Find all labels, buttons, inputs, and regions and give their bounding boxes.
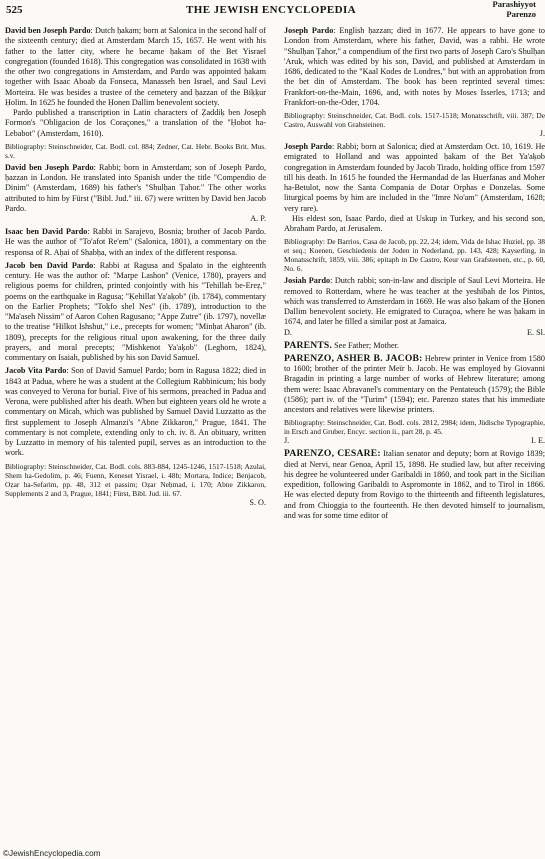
- article-josiah-pardo: [284, 276, 545, 337]
- article-body: : Dutch rabbi; son-in-law and disciple of Saul Levi Morteira. He removed to Rotterdam, where he was teacher at the yeshibah de los Pintos, which was transferred to Amsterdam in 1669. He was also ḥakam of the Ḥonen Dallim benevolent society. He emigrated to Curaçoa, where he was ḥakam in 1674, and later he filled a similar post at Jamaica.: [284, 276, 545, 327]
- article-paragraph: [5, 366, 266, 458]
- article-body: See Father; Mother.: [332, 340, 399, 350]
- article-body: : English ḥazzan; died in 1677. He appears to have gone to London from Amsterdam, where his father, David, was a rabbi. He wrote "Shulḥan Ṭahor," a compendium of the first two parts of Joseph Caro's Shulḥan 'Aruk, which was edited by his son, David, and published at Amsterdam in 1686, dedicated to the "Kaal Kodes de Londres," but with an approbation from the bet din of Amsterdam. The book has been reprinted several times: Frankfort-on-the-Main, 1696, and, with notes by Moses Isserles, 1713; and Frankfort-on-the-Oder, 1704.: [284, 26, 545, 107]
- article-body: : Rabbi; born at Salonica; died at Amsterdam Oct. 10, 1619. He emigrated to Holland and was appointed ḥakam of the Bet Ya'aḳob congregation in Amsterdam founded by Jacob Tirado, holding office from 1597 till his death. In 1615 he founded the Hermandad de las Huerfanas and Moher ha-Betulot, now the Santa Compania de Dotar Orphas e Donzelas. Some liturgical poems by him are included in the "Imre No'am" (Amsterdam, 1628; very rare).: [284, 142, 545, 213]
- article-paragraph: [284, 341, 545, 351]
- article-paragraph: [284, 26, 545, 108]
- article-body: : Dutch ḥakam; born at Salonica in the second half of the sixteenth century; died at Amsterdam March 15, 1657. He went with his father to the latter city, where he became ḥakam of the Bet Yisrael congregation (founded 1618). This congregation was consolidated in 1638 with the other two congregations in Amsterdam, and Pardo was appointed ḥakam together with Isaac Aboab da Fonseca, Manasseh ben Israel, and Saul Levi Morteira. He was besides a trustee of the cemetery and ḥazzan of the Biḳḳur Ḥolim. In 1625 he founded the Ḥonen Dallim benevolent society.: [5, 26, 266, 107]
- article-headword: PARENZO, CESARE:: [284, 448, 381, 460]
- author-signature: A. P.: [250, 214, 266, 223]
- article-headword: Joseph Pardo: [284, 26, 334, 35]
- article-headword: PARENTS.: [284, 339, 333, 351]
- bibliography: Bibliography: Steinschneider, Cat. Bodl. col. 884; Zedner, Cat. Hebr. Books Brit. Mus. s.v.: [5, 141, 266, 160]
- article-paragraph-2: Pardo published a transcription in Latin characters of Ẓaddiḳ ben Joseph Formon's "Obligacion de los Coraçones," a translation of the "Ḥobot ha-Lebabot" (Amsterdam, 1610).: [5, 108, 266, 138]
- article-david-ben-joseph-pardo-rabbi: [5, 163, 266, 224]
- page-header: [4, 0, 538, 24]
- article-body: : Rabbi; born in Amsterdam; son of Joseph Pardo, ḥazzan in London. He translated into Spanish under the title "Compendio de Dinim" (Amsterdam, 1689) his father's "Shulḥan Ṭahor." The other works attributed to him by Fürst ("Bibl. Jud." iii. 67) were written by David ben Jacob Pardo.: [5, 162, 266, 213]
- author-signature-right: I. E.: [531, 436, 545, 446]
- article-paragraph: [5, 261, 266, 364]
- article-parenzo-cesare: [284, 449, 545, 521]
- article-parents: [284, 341, 545, 351]
- article-body: Hebrew printer in Venice from 1580 to 1600; brother of the printer Meïr b. Jacob. He was employed by Giovanni Bragadin in printing a large number of works of Hebrew literature; among them were: Isaac Abravanel's commentary on the Pentateuch (1579); the Bible (1586); part iv. of the "Ṭurim" (1594); etc. Parenzo states that his immediate ancestors and relatives were likewise printers.: [284, 353, 545, 414]
- author-signature-left: D.: [284, 327, 292, 337]
- article-paragraph: [5, 26, 266, 108]
- article-jacob-ben-david-pardo: [5, 261, 266, 364]
- article-joseph-pardo-rabbi: [284, 142, 545, 273]
- book-title: THE JEWISH ENCYCLOPEDIA: [186, 4, 356, 16]
- article-body: Italian senator and deputy; born at Rovigo 1839; died at Nervi, near Genoa, April 15, 1898. He studied law, but after receiving his degree he volunteered under Garibaldi in 1860, and took part in the Sicilian expedition, following Garibaldi to Aspromonte in 1862, and to Tirol in 1866. He was elected deputy from Rovigo to the thirteenth and fifteenth legislatures, and from Chioggia to the fourteenth. He then devoted himself to journalism, and was for some time editor of: [284, 449, 545, 520]
- article-parenzo-asher: [284, 354, 545, 447]
- author-signature: S. O.: [249, 497, 266, 507]
- article-headword: David ben Joseph Pardo: [5, 26, 91, 35]
- article-isaac-ben-david-pardo: [5, 227, 266, 258]
- author-signature-right: E. Sl.: [527, 327, 545, 337]
- page-number: 525: [6, 4, 23, 16]
- bibliography: Bibliography: Steinschneider, Cat. Bodl. cols. 1517-1518; Monatsschrift, viii. 387; De Castro, Auswahl von Grabsteinen.: [284, 111, 545, 129]
- article-paragraph: [284, 142, 545, 214]
- article-paragraph: [284, 449, 545, 521]
- article-body: : Rabbi in Sarajevo, Bosnia; brother of Jacob Pardo. He was the author of "To'afot Re'em" (Salonica, 1801), a commentary on the responsa of R. Aḥai of Shabḥa, with an index of the different responsa.: [5, 227, 266, 257]
- article-headword: Isaac ben David Pardo: [5, 227, 88, 236]
- article-body: : Rabbi at Ragusa and Spalato in the eighteenth century. He was the author of: "Marpe Lashon" (Venice, 1780), prayers and religious poems for children, printed conjointly with his "Tehillah be-Ereẓ," poems on the earthquake in Ragusa; "Ḳehillat Ya'aḳob" (ib. 1784), commentary on the Earlier Prophets; "Toḳfo shel Nes" (ib. 1789), introduction to the "Ma'aseh Nissim" of Aaron Cohen Ragusano; "Appe Zutre" (ib. 1797), novellæ to the treatise "Hilkot Ishshut," i.e., precepts for women; "Minḥat Aharon" (ib. 1809), precepts for the religious ritual upon awakening, for the three daily prayers, and moral precepts; "Mishkenot Ya'aḳob" (Leghorn, 1824), commentary on Isaiah, published by his son David Samuel.: [5, 260, 266, 362]
- article-paragraph-2: His eldest son, Isaac Pardo, died at Uskup in Turkey, and his second son, Abraham Pardo, at Jerusalem.: [284, 213, 545, 233]
- article-headword: Jacob ben David Pardo: [5, 260, 94, 270]
- article-paragraph: [5, 163, 266, 214]
- article-paragraph: [5, 227, 266, 258]
- article-david-ben-joseph-pardo-hakam: [5, 26, 266, 160]
- article-headword: Jacob Vita Pardo: [5, 366, 67, 376]
- bibliography: Bibliography: De Barrios, Casa de Jacob, pp. 22, 24; idem, Vida de Ishac Huziel, pp. 38 et seq.; Koenen, Geschiedenis der Joden in Nederland, pp. 143, 428; Kayserling, in Monatsschrift, 1859, viii. 386; epitaph in De Castro, Keur van Grafsteenen, etc., p. 60, No. 6.: [284, 237, 545, 274]
- bibliography: Bibliography: Steinschneider, Cat. Bodl. cols. 2812, 2984; idem, Jüdische Typographie, in Ersch and Gruber, Encyc. section ii., part 28, p. 45.: [284, 418, 545, 437]
- article-paragraph: [284, 276, 545, 327]
- bibliography: Bibliography: Steinschneider, Cat. Bodl. cols. 883-884, 1245-1246, 1517-1518; Azulai, Shem ha-Gedolim, p. 46; Fuenn, Keneset Yisrael, i. 48b; Mortara, Indice; Benjacob, Oẓar ha-Sefarim, pp. 48, 312 et passim; Oẓar Neḥmad, i. 170; Abne Zikkaron, Supplements 2 and 3, Prague, 1841; Fürst, Bibl. Jud. iii. 67.: [5, 461, 266, 498]
- author-signatures: [284, 328, 545, 338]
- article-headword: PARENZO, ASHER B. JACOB:: [284, 352, 423, 364]
- article-headword: Josiah Pardo: [284, 276, 331, 286]
- author-signatures: [284, 436, 545, 446]
- running-head: [493, 0, 536, 19]
- author-signature-left: J.: [284, 436, 290, 446]
- article-jacob-vita-pardo: [5, 366, 266, 507]
- article-headword: David ben Joseph Pardo: [5, 162, 94, 172]
- left-column: [5, 26, 266, 508]
- running-head-first: Parashiyyot: [492, 0, 536, 9]
- article-paragraph: [284, 354, 545, 416]
- right-column: [284, 26, 545, 521]
- article-joseph-pardo-hazzan: [284, 26, 545, 139]
- author-signature: J.: [539, 129, 545, 138]
- running-head-last: Parenzo: [506, 8, 536, 19]
- article-body: : Son of David Samuel Pardo; born in Ragusa 1822; died in 1843 at Padua, where he was a student at the Collegium Rabbinicum; his body was conveyed to Verona for burial. Five of his sermons, preached in Padua and Verona, were published after his death. When but eighteen years old he wrote a commentary on Micah, which was published by Samuel David Luzzatto as the first supplement to Joseph Almanzi's "Abne Zikkaron," Prague, 1841. The commentary is not complete, extending only to ch. iv. 8. An obituary, written by Luzzatto in memory of his talented pupil, serves as an introduction to the work.: [5, 366, 266, 458]
- copyright-footer: ©JewishEncyclopedia.com: [3, 849, 101, 858]
- article-headword: Joseph Pardo: [284, 142, 333, 151]
